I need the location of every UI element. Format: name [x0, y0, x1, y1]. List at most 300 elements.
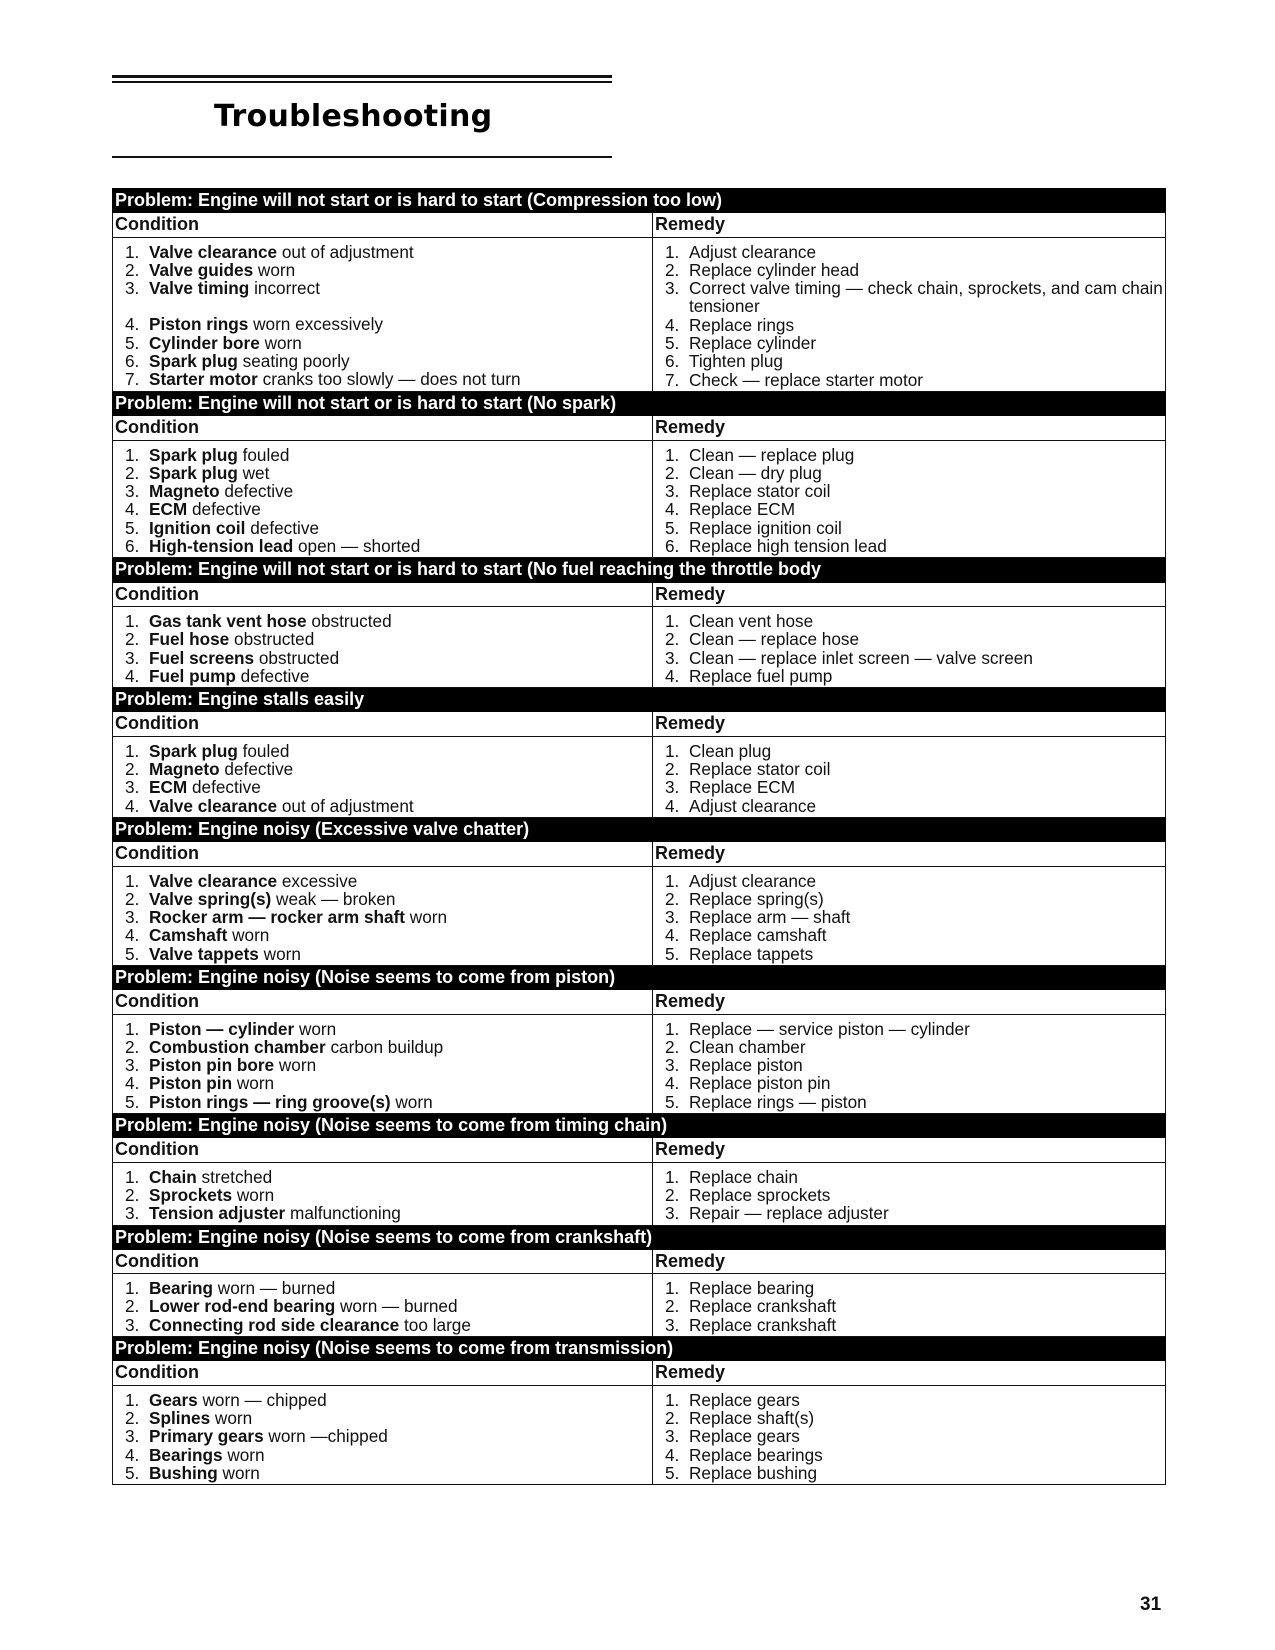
- remedy-header: Remedy: [653, 712, 1166, 736]
- item-number: 2.: [665, 888, 680, 909]
- item-number: 3.: [665, 777, 680, 798]
- condition-item: [125, 760, 650, 778]
- condition-component: Piston rings — ring groove(s): [149, 1091, 391, 1112]
- condition-component: Valve timing: [149, 278, 250, 299]
- item-number: 3.: [665, 481, 680, 502]
- condition-item: [125, 908, 650, 926]
- remedy-text: Replace ECM: [689, 777, 796, 798]
- condition-component: Piston pin bore: [149, 1055, 275, 1076]
- remedy-item: [665, 1446, 1163, 1464]
- condition-state: worn: [227, 925, 270, 946]
- item-number: 4.: [665, 795, 680, 816]
- remedy-text: Adjust clearance: [689, 241, 817, 262]
- item-number: 2.: [125, 759, 140, 780]
- column-header-row: [113, 416, 1166, 440]
- condition-item: [125, 890, 650, 908]
- condition-component: High-tension lead: [149, 536, 294, 557]
- condition-item: [125, 667, 650, 685]
- problem-title: Problem: Engine will not start or is hard to start (No spark): [113, 391, 1166, 415]
- remedy-text: Replace gears: [689, 1389, 800, 1410]
- condition-component: Valve guides: [149, 259, 254, 280]
- condition-item: [125, 872, 650, 890]
- remedy-header: Remedy: [653, 990, 1166, 1014]
- remedy-text: Adjust clearance: [689, 795, 817, 816]
- item-number: 3.: [125, 278, 140, 299]
- condition-component: Gas tank vent hose: [149, 610, 307, 631]
- remedy-item: [665, 334, 1163, 352]
- condition-header: Condition: [113, 582, 653, 606]
- item-number: 4.: [125, 1073, 140, 1094]
- condition-component: Piston — cylinder: [149, 1018, 295, 1039]
- column-header-row: [113, 842, 1166, 866]
- condition-component: Magneto: [149, 481, 220, 502]
- item-number: 5.: [665, 943, 680, 964]
- remedy-list: [653, 1014, 1166, 1113]
- problem-title: Problem: Engine will not start or is hard to start (No fuel reaching the throttle body: [113, 558, 1166, 582]
- remedy-text: Replace piston: [689, 1055, 803, 1076]
- remedy-item: [665, 279, 1163, 316]
- remedy-header: Remedy: [653, 842, 1166, 866]
- remedy-text: Replace stator coil: [689, 481, 831, 502]
- items-row: [113, 866, 1166, 965]
- remedy-text: Adjust clearance: [689, 870, 817, 891]
- title-bottom-rule: [112, 156, 612, 158]
- remedy-item: [665, 742, 1163, 760]
- condition-text: [149, 1204, 650, 1222]
- item-number: 4.: [665, 925, 680, 946]
- item-number: 4.: [125, 499, 140, 520]
- item-number: 5.: [125, 1091, 140, 1112]
- condition-text: [149, 464, 650, 482]
- condition-item: [125, 370, 650, 388]
- item-number: 1.: [665, 610, 680, 631]
- condition-text: [149, 243, 650, 261]
- condition-text: [149, 945, 650, 963]
- item-number: 5.: [665, 517, 680, 538]
- problem-title: Problem: Engine noisy (Noise seems to come from transmission): [113, 1337, 1166, 1361]
- item-number: 3.: [125, 481, 140, 502]
- condition-item: [125, 352, 650, 370]
- column-header-row: [113, 1138, 1166, 1162]
- condition-header: Condition: [113, 416, 653, 440]
- remedy-item: [665, 371, 1163, 389]
- condition-item: [125, 1279, 650, 1297]
- remedy-text: Replace bushing: [689, 1462, 818, 1483]
- item-number: 1.: [125, 1018, 140, 1039]
- item-number: 5.: [125, 943, 140, 964]
- condition-component: Piston rings: [149, 314, 249, 335]
- condition-state: worn: [232, 1184, 275, 1205]
- remedy-item: [665, 261, 1163, 279]
- item-number: 3.: [125, 1314, 140, 1335]
- condition-header: Condition: [113, 1361, 653, 1385]
- item-number: 2.: [125, 1036, 140, 1057]
- remedy-text: Clean vent hose: [689, 610, 814, 631]
- item-number: 3.: [665, 1203, 680, 1224]
- remedy-text: Replace arm — shaft: [689, 907, 851, 928]
- remedy-item: [665, 316, 1163, 334]
- remedy-text: Replace rings: [689, 314, 795, 335]
- item-number: 1.: [665, 444, 680, 465]
- item-number: 2.: [665, 1036, 680, 1057]
- item-number: 2.: [665, 1407, 680, 1428]
- condition-item: [125, 334, 650, 352]
- remedy-item: [665, 1186, 1163, 1204]
- page-number: 31: [1140, 1594, 1162, 1615]
- condition-text: [149, 760, 650, 778]
- condition-item: [125, 1409, 650, 1427]
- item-number: 1.: [665, 870, 680, 891]
- condition-item: [125, 1446, 650, 1464]
- item-number: 7.: [125, 369, 140, 390]
- item-number: 1.: [125, 740, 140, 761]
- condition-text: [149, 1093, 650, 1111]
- remedy-item: [665, 1204, 1163, 1222]
- remedy-text: Replace bearings: [689, 1444, 823, 1465]
- column-header-row: [113, 582, 1166, 606]
- item-number: 6.: [125, 536, 140, 557]
- condition-state: defective: [187, 777, 261, 798]
- condition-component: Spark plug: [149, 740, 238, 761]
- items-row: [113, 736, 1166, 817]
- remedy-item: [665, 612, 1163, 630]
- items-row: [113, 1274, 1166, 1337]
- condition-text: [149, 872, 650, 890]
- condition-item: [125, 742, 650, 760]
- item-number: 2.: [125, 1184, 140, 1205]
- condition-state: fouled: [237, 740, 290, 761]
- item-number: 1.: [665, 740, 680, 761]
- remedy-text: Replace cylinder: [689, 333, 817, 354]
- condition-state: worn: [222, 1444, 265, 1465]
- condition-state: worn — burned: [335, 1296, 458, 1317]
- remedy-item: [665, 1409, 1163, 1427]
- remedy-item: [665, 1038, 1163, 1056]
- condition-text: [149, 1316, 650, 1334]
- problem-row: [113, 391, 1166, 415]
- column-header-row: [113, 990, 1166, 1014]
- condition-state: excessive: [277, 870, 358, 891]
- condition-component: Fuel pump: [149, 665, 236, 686]
- condition-component: Ignition coil: [149, 517, 246, 538]
- item-number: 1.: [665, 1166, 680, 1187]
- condition-text: [149, 890, 650, 908]
- condition-component: ECM: [149, 499, 188, 520]
- remedy-text: Replace gears: [689, 1426, 800, 1447]
- condition-item: [125, 1074, 650, 1092]
- remedy-item: [665, 778, 1163, 796]
- problem-row: [113, 189, 1166, 213]
- condition-item: [125, 537, 650, 555]
- condition-item: [125, 261, 650, 279]
- remedy-item: [665, 908, 1163, 926]
- remedy-header: Remedy: [653, 582, 1166, 606]
- item-number: 5.: [125, 332, 140, 353]
- condition-text: [149, 630, 650, 648]
- items-row: [113, 606, 1166, 687]
- item-number: 1.: [125, 241, 140, 262]
- problem-title: Problem: Engine noisy (Noise seems to come from piston): [113, 965, 1166, 989]
- remedy-list: [653, 440, 1166, 558]
- condition-state: wet: [237, 462, 270, 483]
- column-header-row: [113, 712, 1166, 736]
- condition-item: [125, 649, 650, 667]
- item-number: 2.: [665, 759, 680, 780]
- item-number: 3.: [665, 907, 680, 928]
- condition-state: worn excessively: [248, 314, 384, 335]
- problem-row: [113, 817, 1166, 841]
- condition-state: carbon buildup: [325, 1036, 444, 1057]
- items-row: [113, 237, 1166, 391]
- remedy-item: [665, 649, 1163, 667]
- item-number: 3.: [665, 278, 680, 299]
- condition-component: Spark plug: [149, 351, 238, 372]
- title-top-rule: [112, 75, 612, 83]
- condition-component: Valve clearance: [149, 241, 278, 262]
- condition-component: Camshaft: [149, 925, 228, 946]
- condition-item: [125, 279, 650, 297]
- remedy-item: [665, 1427, 1163, 1445]
- item-number: 1.: [665, 1389, 680, 1410]
- item-number: 3.: [665, 1055, 680, 1076]
- problem-title: Problem: Engine noisy (Noise seems to come from timing chain): [113, 1114, 1166, 1138]
- remedy-text: Replace rings — piston: [689, 1091, 867, 1112]
- remedy-item: [665, 482, 1163, 500]
- condition-state: out of adjustment: [277, 795, 414, 816]
- item-number: 1.: [665, 1278, 680, 1299]
- condition-list: [113, 237, 653, 391]
- condition-component: Starter motor: [149, 369, 258, 390]
- condition-text: [149, 1168, 650, 1186]
- remedy-item: [665, 352, 1163, 370]
- condition-component: Chain: [149, 1166, 197, 1187]
- condition-item: [125, 1168, 650, 1186]
- item-number: 4.: [665, 665, 680, 686]
- item-number: 2.: [665, 462, 680, 483]
- remedy-item: [665, 1056, 1163, 1074]
- item-number: 7.: [665, 369, 680, 390]
- condition-list: [113, 736, 653, 817]
- condition-state: malfunctioning: [285, 1203, 401, 1224]
- condition-state: worn: [232, 1073, 275, 1094]
- condition-text: [149, 1297, 650, 1315]
- problem-row: [113, 1225, 1166, 1249]
- remedy-item: [665, 760, 1163, 778]
- remedy-item: [665, 446, 1163, 464]
- item-number: 5.: [665, 333, 680, 354]
- remedy-list: [653, 237, 1166, 391]
- condition-state: worn: [390, 1091, 433, 1112]
- condition-state: worn: [274, 1055, 317, 1076]
- condition-item: [125, 1020, 650, 1038]
- page-title: Troubleshooting: [214, 99, 493, 134]
- item-number: 2.: [665, 1184, 680, 1205]
- item-number: 3.: [665, 647, 680, 668]
- item-number: 4.: [665, 1073, 680, 1094]
- item-number: 3.: [125, 907, 140, 928]
- condition-text: [149, 1464, 650, 1482]
- remedy-item: [665, 926, 1163, 944]
- condition-component: Lower rod-end bearing: [149, 1296, 336, 1317]
- remedy-text: Clean — replace hose: [689, 629, 860, 650]
- remedy-text: Replace camshaft: [689, 925, 827, 946]
- column-header-row: [113, 1361, 1166, 1385]
- remedy-item: [665, 797, 1163, 815]
- remedy-list: [653, 736, 1166, 817]
- remedy-item: [665, 630, 1163, 648]
- condition-component: Valve spring(s): [149, 888, 272, 909]
- remedy-text: Replace ignition coil: [689, 517, 842, 538]
- condition-item: [125, 1391, 650, 1409]
- remedy-item: [665, 1464, 1163, 1482]
- condition-text: [149, 778, 650, 796]
- remedy-item: [665, 1297, 1163, 1315]
- remedy-text: Clean — replace inlet screen — valve screen: [689, 647, 1033, 668]
- condition-item: [125, 243, 650, 261]
- condition-text: [149, 370, 650, 388]
- condition-item: [125, 1093, 650, 1111]
- condition-component: Splines: [149, 1407, 211, 1428]
- condition-component: Spark plug: [149, 462, 238, 483]
- remedy-header: Remedy: [653, 416, 1166, 440]
- condition-text: [149, 797, 650, 815]
- condition-text: [149, 1446, 650, 1464]
- condition-component: Valve clearance: [149, 795, 278, 816]
- condition-component: Fuel hose: [149, 629, 230, 650]
- item-number: 6.: [665, 351, 680, 372]
- condition-spacer: [125, 297, 650, 315]
- remedy-text: Replace — service piston — cylinder: [689, 1018, 970, 1039]
- condition-state: fouled: [237, 444, 290, 465]
- condition-text: [149, 1409, 650, 1427]
- condition-state: worn: [258, 943, 301, 964]
- remedy-text: Replace stator coil: [689, 759, 831, 780]
- condition-state: stretched: [196, 1166, 273, 1187]
- items-row: [113, 1014, 1166, 1113]
- condition-component: Tension adjuster: [149, 1203, 286, 1224]
- condition-component: Primary gears: [149, 1426, 264, 1447]
- condition-text: [149, 519, 650, 537]
- condition-item: [125, 482, 650, 500]
- condition-component: Connecting rod side clearance: [149, 1314, 400, 1335]
- condition-text: [149, 537, 650, 555]
- remedy-text: Clean — replace plug: [689, 444, 855, 465]
- condition-item: [125, 612, 650, 630]
- item-number: 3.: [125, 777, 140, 798]
- condition-component: Valve tappets: [149, 943, 259, 964]
- condition-item: [125, 778, 650, 796]
- condition-state: too large: [399, 1314, 471, 1335]
- remedy-item: [665, 872, 1163, 890]
- item-number: 2.: [125, 629, 140, 650]
- condition-header: Condition: [113, 1249, 653, 1273]
- condition-state: seating poorly: [237, 351, 350, 372]
- remedy-text: Replace high tension lead: [689, 536, 887, 557]
- remedy-text: Replace shaft(s): [689, 1407, 815, 1428]
- condition-list: [113, 1385, 653, 1484]
- column-header-row: [113, 1249, 1166, 1273]
- item-number: 3.: [665, 1426, 680, 1447]
- condition-state: defective: [245, 517, 320, 538]
- condition-text: [149, 279, 650, 297]
- condition-state: defective: [187, 499, 261, 520]
- item-number: 4.: [125, 314, 140, 335]
- condition-list: [113, 606, 653, 687]
- remedy-text: Clean plug: [689, 740, 772, 761]
- condition-text: [149, 742, 650, 760]
- remedy-item: [665, 1074, 1163, 1092]
- condition-state: cranks too slowly — does not turn: [257, 369, 521, 390]
- condition-component: ECM: [149, 777, 188, 798]
- condition-text: [149, 1279, 650, 1297]
- condition-component: Rocker arm — rocker arm shaft: [149, 907, 406, 928]
- condition-state: obstructed: [306, 610, 392, 631]
- remedy-item: [665, 537, 1163, 555]
- remedy-text: Replace fuel pump: [689, 665, 833, 686]
- condition-state: obstructed: [229, 629, 315, 650]
- condition-item: [125, 464, 650, 482]
- condition-state: out of adjustment: [277, 241, 414, 262]
- item-number: 4.: [665, 1444, 680, 1465]
- condition-text: [149, 315, 650, 333]
- condition-component: Bearing: [149, 1278, 213, 1299]
- condition-component: Piston pin: [149, 1073, 233, 1094]
- problem-row: [113, 558, 1166, 582]
- condition-text: [149, 1427, 650, 1445]
- items-row: [113, 440, 1166, 558]
- item-number: 5.: [665, 1462, 680, 1483]
- condition-header: Condition: [113, 842, 653, 866]
- remedy-header: Remedy: [653, 1361, 1166, 1385]
- problem-title: Problem: Engine noisy (Excessive valve chatter): [113, 817, 1166, 841]
- remedy-text: Replace ECM: [689, 499, 796, 520]
- condition-text: [149, 261, 650, 279]
- condition-state: weak — broken: [271, 888, 396, 909]
- remedy-text: Replace sprockets: [689, 1184, 831, 1205]
- condition-text: [149, 649, 650, 667]
- condition-state: defective: [219, 759, 294, 780]
- condition-item: [125, 446, 650, 464]
- item-number: 3.: [125, 1426, 140, 1447]
- item-number: 1.: [125, 1389, 140, 1410]
- condition-state: worn — burned: [213, 1278, 336, 1299]
- remedy-text: Replace piston pin: [689, 1073, 831, 1094]
- remedy-text: Check — replace starter motor: [689, 369, 924, 390]
- condition-state: defective: [235, 665, 310, 686]
- condition-item: [125, 315, 650, 333]
- condition-header: Condition: [113, 712, 653, 736]
- condition-state: worn: [217, 1462, 260, 1483]
- condition-text: [149, 500, 650, 518]
- condition-item: [125, 630, 650, 648]
- item-number: 4.: [125, 795, 140, 816]
- condition-state: worn: [405, 907, 448, 928]
- item-number: 1.: [125, 444, 140, 465]
- condition-text: [149, 926, 650, 944]
- remedy-text: Clean — dry plug: [689, 462, 822, 483]
- remedy-list: [653, 1385, 1166, 1484]
- condition-component: Valve clearance: [149, 870, 278, 891]
- remedy-item: [665, 667, 1163, 685]
- condition-text: [149, 446, 650, 464]
- condition-list: [113, 440, 653, 558]
- remedy-text: Replace crankshaft: [689, 1296, 837, 1317]
- problem-title: Problem: Engine noisy (Noise seems to come from crankshaft): [113, 1225, 1166, 1249]
- condition-text: [149, 1038, 650, 1056]
- item-number: 2.: [125, 462, 140, 483]
- condition-header: Condition: [113, 213, 653, 237]
- condition-component: Combustion chamber: [149, 1036, 326, 1057]
